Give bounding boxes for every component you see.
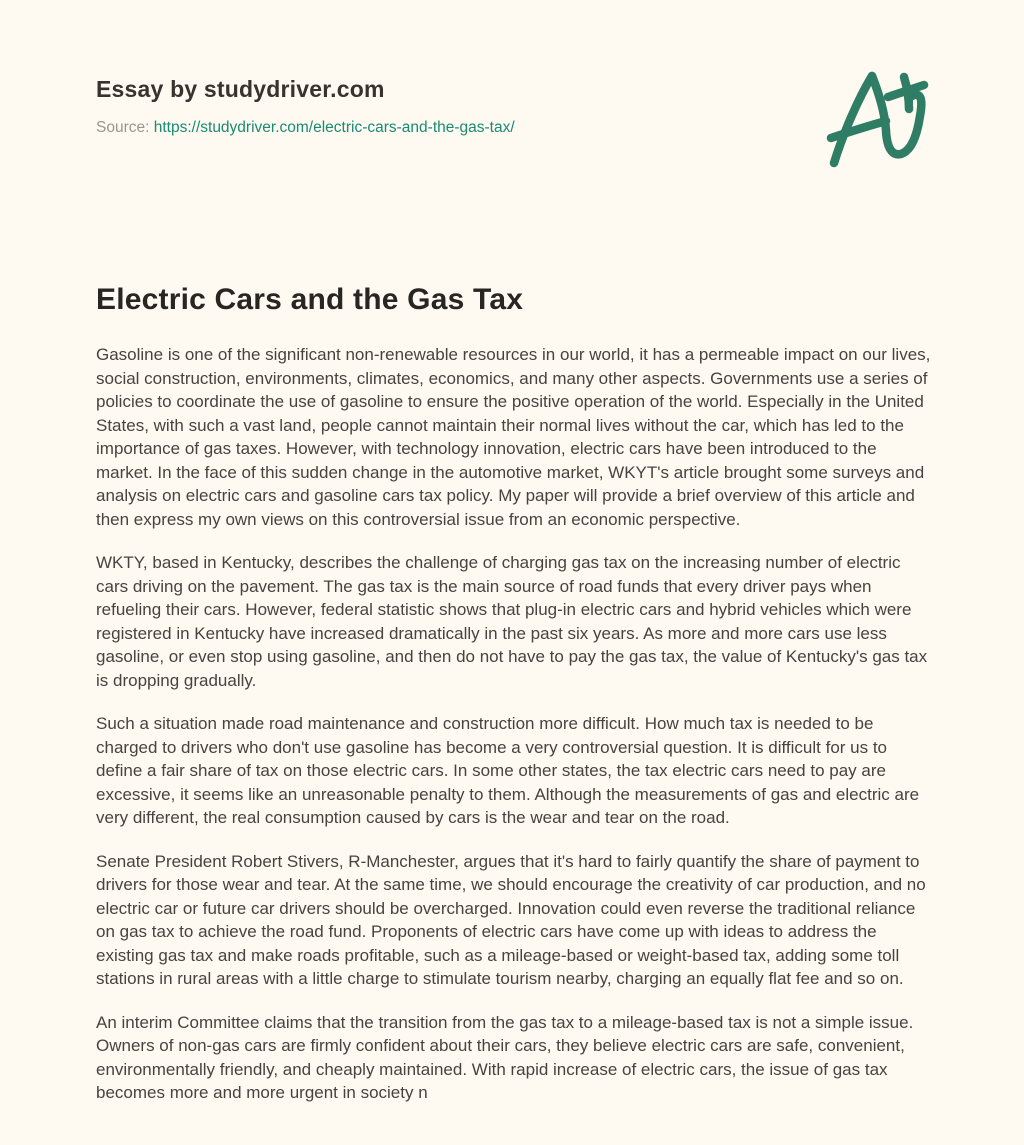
essay-paragraph: WKTY, based in Kentucky, describes the challenge of charging gas tax on the increasing number of electric cars driving on the pavement. The gas tax is the main source of road funds that every driver pays when refueling their cars. However, federal statistic shows that plug-in electric cars and hybrid vehicles which were registered in Kentucky have increased dramatically in the past six years. As more and more cars use less gasoline, or even stop using gasoline, and then do not have to pay the gas tax, the value of Kentucky's gas tax is dropping gradually. [96, 553, 928, 690]
essay-paragraph: Senate President Robert Stivers, R-Manchester, argues that it's hard to fairly quantify the share of payment to drivers for those wear and tear. At the same time, we should encourage the creativity of car production, and no electric car or future car drivers should be overcharged. Innovation could even reverse the traditional reliance on gas tax to achieve the road fund. Proponents of electric cars have come up with ideas to address the existing gas tax and make roads profitable, such as a mileage-based or weight-based tax, adding some toll stations in rural areas with a little charge to stimulate tourism nearby, charging an equally flat fee and so on. [96, 851, 926, 988]
document-header [96, 76, 934, 169]
essay-title: Electric Cars and the Gas Tax [96, 283, 524, 316]
essay-body [96, 343, 934, 1105]
essay-paragraph: Gasoline is one of the significant non-renewable resources in our world, it has a permeable impact on our lives, social construction, environments, climates, economics, and many other aspects. Governments use a series of policies to coordinate the use of gasoline to ensure the positive operation of the world. Especially in the United States, with such a vast land, people cannot maintain their normal lives without the car, which has led to the importance of gas taxes. However, with technology innovation, electric cars have been introduced to the market. In the face of this sudden change in the automotive market, WKYT's article brought some surveys and analysis on electric cars and gasoline cars tax policy. My paper will provide a brief overview of this article and then express my own views on this controversial issue from an economic perspective. [96, 345, 931, 529]
essay-paragraph: Such a situation made road maintenance and construction more difficult. How much tax is needed to be charged to drivers who don't use gasoline has become a very controversial question. It is difficult for us to define a fair share of tax on those electric cars. In some other states, the tax electric cars need to pay are excessive, it seems like an unreasonable penalty to them. Although the measurements of gas and electric are very different, the real consumption caused by cars is the wear and tear on the road. [96, 714, 920, 827]
source-label: Source: [96, 118, 150, 136]
source-line [96, 119, 515, 137]
essay-main [96, 283, 934, 1105]
page-header-title: Essay by studydriver.com [96, 76, 385, 102]
a-plus-logo-icon [824, 64, 934, 169]
essay-paragraph: An interim Committee claims that the transition from the gas tax to a mileage-based tax is not a simple issue. Owners of non-gas cars are firmly confident about their cars, they believe electric cars are safe, convenient, environmentally friendly, and cheaply maintained. With rapid increase of electric cars, the issue of gas tax becomes more and more urgent in society n [96, 1012, 914, 1102]
header-text-block [96, 76, 515, 137]
source-link[interactable]: https://studydriver.com/electric-cars-and-the-gas-tax/ [153, 118, 515, 136]
